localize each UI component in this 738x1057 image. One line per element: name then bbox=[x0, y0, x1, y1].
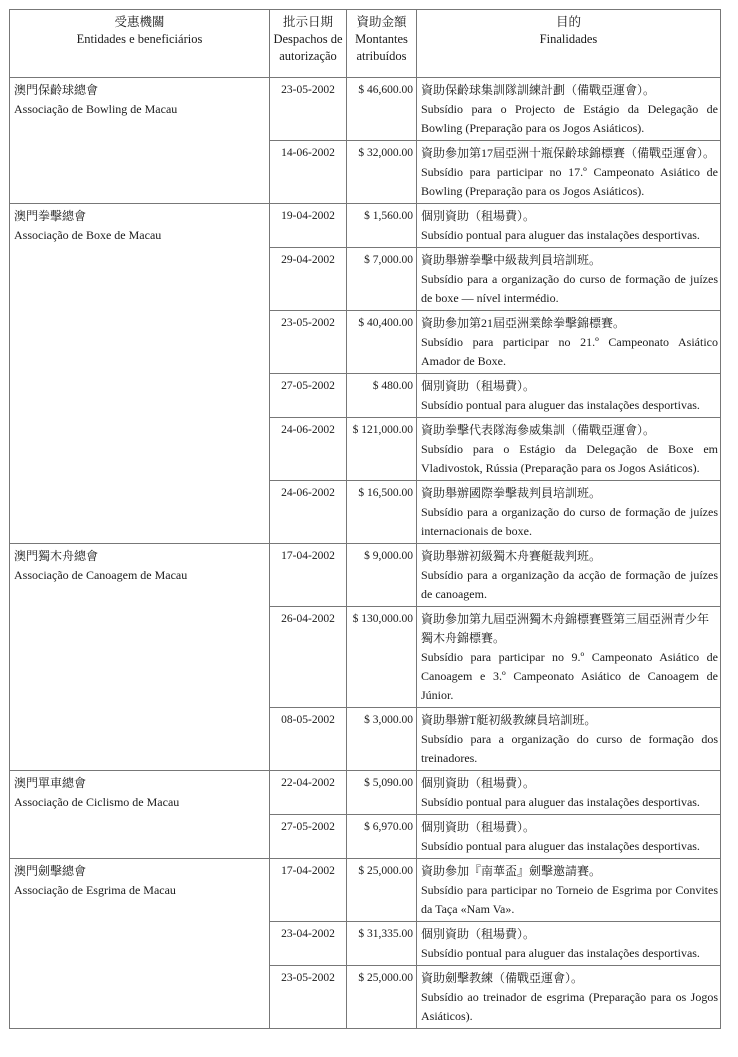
purpose-cell bbox=[417, 418, 721, 481]
authorization-date: 08-05-2002 bbox=[270, 708, 347, 771]
purpose-zh: 個別資助（租場費）。 bbox=[421, 927, 536, 941]
purpose-zh: 個別資助（租場費）。 bbox=[421, 379, 536, 393]
table-row bbox=[10, 544, 721, 607]
purpose-zh: 資助拳擊代表隊海參威集訓（備戰亞運會）。 bbox=[421, 423, 656, 437]
purpose-pt: Subsídio para participar no 9.º Campeonato Asiático de Canoagem e 3.º Campeonato Asiático de Canoagem de Júnior. bbox=[421, 650, 718, 702]
authorization-date: 29-04-2002 bbox=[270, 248, 347, 311]
subsidy-amount: $ 5,090.00 bbox=[347, 771, 417, 815]
purpose-cell bbox=[417, 141, 721, 204]
entity-cell bbox=[10, 204, 270, 544]
header-date bbox=[270, 10, 347, 78]
purpose-cell bbox=[417, 481, 721, 544]
purpose-cell bbox=[417, 771, 721, 815]
entity-cell bbox=[10, 859, 270, 1029]
subsidy-amount: $ 130,000.00 bbox=[347, 607, 417, 708]
table-row bbox=[10, 204, 721, 248]
purpose-cell bbox=[417, 859, 721, 922]
table-row bbox=[10, 78, 721, 141]
subsidy-amount: $ 46,600.00 bbox=[347, 78, 417, 141]
entity-name-pt: Associação de Bowling de Macau bbox=[14, 102, 178, 116]
subsidy-amount: $ 3,000.00 bbox=[347, 708, 417, 771]
table-header-row bbox=[10, 10, 721, 78]
header-entities-zh: 受惠機關 bbox=[114, 15, 165, 29]
purpose-cell bbox=[417, 922, 721, 966]
table-body bbox=[10, 78, 721, 1029]
entity-cell bbox=[10, 544, 270, 771]
authorization-date: 17-04-2002 bbox=[270, 859, 347, 922]
purpose-zh: 資助舉辦初級獨木舟賽艇裁判班。 bbox=[421, 549, 602, 563]
purpose-pt: Subsídio para o Projecto de Estágio da Delegação de Bowling (Preparação para os Jogos Asiáticos). bbox=[421, 102, 718, 135]
entity-name-pt: Associação de Ciclismo de Macau bbox=[14, 795, 180, 809]
purpose-pt: Subsídio para participar no Torneio de Esgrima por Convites da Taça «Nam Va». bbox=[421, 883, 718, 916]
subsidy-amount: $ 480.00 bbox=[347, 374, 417, 418]
authorization-date: 23-05-2002 bbox=[270, 311, 347, 374]
header-amount-pt: Montantes atribuídos bbox=[355, 32, 408, 63]
purpose-cell bbox=[417, 607, 721, 708]
purpose-cell bbox=[417, 544, 721, 607]
entity-name-pt: Associação de Boxe de Macau bbox=[14, 228, 162, 242]
purpose-cell bbox=[417, 374, 721, 418]
purpose-zh: 個別資助（租場費）。 bbox=[421, 776, 536, 790]
entity-name-zh: 澳門保齡球總會 bbox=[14, 83, 99, 97]
entity-name-zh: 澳門拳擊總會 bbox=[14, 209, 87, 223]
header-purpose bbox=[417, 10, 721, 78]
purpose-zh: 資助參加『南華盃』劍擊邀請賽。 bbox=[421, 864, 602, 878]
purpose-pt: Subsídio para o Estágio da Delegação de Boxe em Vladivostok, Rússia (Preparação para os Jogos Asiáticos). bbox=[421, 442, 718, 475]
subsidy-amount: $ 121,000.00 bbox=[347, 418, 417, 481]
purpose-pt: Subsídio pontual para aluguer das instalações desportivas. bbox=[421, 946, 700, 960]
subsidy-amount: $ 32,000.00 bbox=[347, 141, 417, 204]
purpose-pt: Subsídio para a organização da acção de formação de juízes de canoagem. bbox=[421, 568, 718, 601]
authorization-date: 23-05-2002 bbox=[270, 966, 347, 1029]
entity-name-pt: Associação de Esgrima de Macau bbox=[14, 883, 176, 897]
entity-name-zh: 澳門獨木舟總會 bbox=[14, 549, 99, 563]
purpose-pt: Subsídio ao treinador de esgrima (Preparação para os Jogos Asiáticos). bbox=[421, 990, 718, 1023]
subsidy-table bbox=[9, 9, 721, 1029]
purpose-cell bbox=[417, 78, 721, 141]
purpose-zh: 個別資助（租場費）。 bbox=[421, 820, 536, 834]
header-purpose-pt: Finalidades bbox=[539, 32, 598, 46]
authorization-date: 24-06-2002 bbox=[270, 481, 347, 544]
purpose-zh: 資助舉辦T艇初級教練員培訓班。 bbox=[421, 713, 597, 727]
header-amount bbox=[347, 10, 417, 78]
purpose-cell bbox=[417, 966, 721, 1029]
table-row bbox=[10, 771, 721, 815]
header-entities bbox=[10, 10, 270, 78]
subsidy-amount: $ 7,000.00 bbox=[347, 248, 417, 311]
authorization-date: 17-04-2002 bbox=[270, 544, 347, 607]
purpose-pt: Subsídio para participar no 17.º Campeonato Asiático de Bowling (Preparação para os Jogos Asiáticos). bbox=[421, 165, 718, 198]
entity-cell bbox=[10, 771, 270, 859]
purpose-zh: 資助保齡球集訓隊訓練計劃（備戰亞運會）。 bbox=[421, 83, 656, 97]
authorization-date: 26-04-2002 bbox=[270, 607, 347, 708]
subsidy-table-page bbox=[9, 9, 720, 1029]
purpose-pt: Subsídio para participar no 21.º Campeonato Asiático Amador de Boxe. bbox=[421, 335, 718, 368]
purpose-cell bbox=[417, 204, 721, 248]
header-purpose-zh: 目的 bbox=[555, 15, 581, 29]
authorization-date: 23-05-2002 bbox=[270, 78, 347, 141]
table-row bbox=[10, 859, 721, 922]
subsidy-amount: $ 6,970.00 bbox=[347, 815, 417, 859]
purpose-zh: 資助參加第九屆亞洲獨木舟錦標賽暨第三屆亞洲青少年獨木舟錦標賽。 bbox=[421, 612, 710, 645]
header-date-zh: 批示日期 bbox=[282, 15, 333, 29]
purpose-cell bbox=[417, 815, 721, 859]
purpose-zh: 資助舉辦拳擊中級裁判員培訓班。 bbox=[421, 253, 602, 267]
authorization-date: 24-06-2002 bbox=[270, 418, 347, 481]
purpose-pt: Subsídio para a organização do curso de formação de juízes de boxe — nível intermédio. bbox=[421, 272, 718, 305]
authorization-date: 19-04-2002 bbox=[270, 204, 347, 248]
purpose-pt: Subsídio para a organização do curso de formação de juízes internacionais de boxe. bbox=[421, 505, 718, 538]
subsidy-amount: $ 1,560.00 bbox=[347, 204, 417, 248]
authorization-date: 23-04-2002 bbox=[270, 922, 347, 966]
purpose-pt: Subsídio pontual para aluguer das instalações desportivas. bbox=[421, 795, 700, 809]
entity-name-pt: Associação de Canoagem de Macau bbox=[14, 568, 188, 582]
subsidy-amount: $ 25,000.00 bbox=[347, 859, 417, 922]
purpose-cell bbox=[417, 311, 721, 374]
purpose-zh: 資助劍擊教練（備戰亞運會）。 bbox=[421, 971, 584, 985]
authorization-date: 22-04-2002 bbox=[270, 771, 347, 815]
subsidy-amount: $ 40,400.00 bbox=[347, 311, 417, 374]
purpose-zh: 資助舉辦國際拳擊裁判員培訓班。 bbox=[421, 486, 602, 500]
authorization-date: 27-05-2002 bbox=[270, 815, 347, 859]
purpose-cell bbox=[417, 708, 721, 771]
header-entities-pt: Entidades e beneficiários bbox=[76, 32, 203, 46]
purpose-zh: 資助參加第17屆亞洲十瓶保齡球錦標賽（備戰亞運會）。 bbox=[421, 146, 716, 160]
purpose-zh: 資助參加第21屆亞洲業餘拳擊錦標賽。 bbox=[421, 316, 626, 330]
entity-cell bbox=[10, 78, 270, 204]
purpose-pt: Subsídio pontual para aluguer das instalações desportivas. bbox=[421, 839, 700, 853]
subsidy-amount: $ 25,000.00 bbox=[347, 966, 417, 1029]
purpose-pt: Subsídio pontual para aluguer das instalações desportivas. bbox=[421, 398, 700, 412]
subsidy-amount: $ 9,000.00 bbox=[347, 544, 417, 607]
purpose-pt: Subsídio pontual para aluguer das instalações desportivas. bbox=[421, 228, 700, 242]
purpose-zh: 個別資助（租場費）。 bbox=[421, 209, 536, 223]
authorization-date: 27-05-2002 bbox=[270, 374, 347, 418]
purpose-cell bbox=[417, 248, 721, 311]
entity-name-zh: 澳門單車總會 bbox=[14, 776, 87, 790]
subsidy-amount: $ 31,335.00 bbox=[347, 922, 417, 966]
purpose-pt: Subsídio para a organização do curso de formação dos treinadores. bbox=[421, 732, 718, 765]
header-amount-zh: 資助金額 bbox=[356, 15, 407, 29]
entity-name-zh: 澳門劍擊總會 bbox=[14, 864, 87, 878]
authorization-date: 14-06-2002 bbox=[270, 141, 347, 204]
header-date-pt: Despachos de autorização bbox=[273, 32, 343, 63]
subsidy-amount: $ 16,500.00 bbox=[347, 481, 417, 544]
